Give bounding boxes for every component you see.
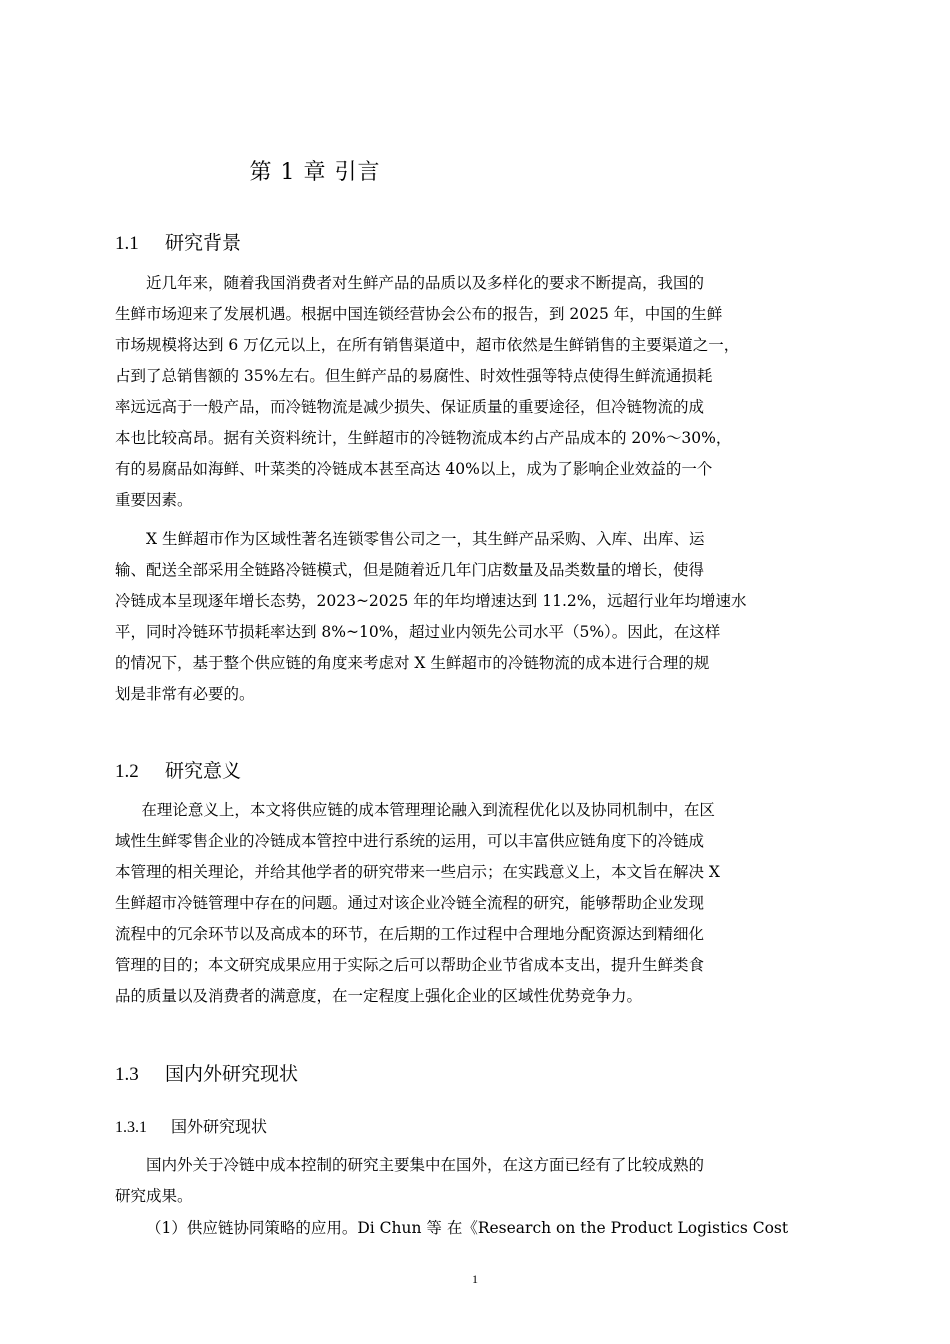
paragraph-background-1 — [115, 268, 860, 516]
text-line: 管理的目的；本文研究成果应用于实际之后可以帮助企业节省成本支出，提升生鲜类食 — [115, 956, 705, 974]
section-heading-1-1 — [115, 228, 241, 255]
paragraph-foreign-research — [115, 1150, 860, 1212]
section-title: 国外研究现状 — [171, 1117, 268, 1136]
text-line: 本管理的相关理论，并给其他学者的研究带来一些启示；在实践意义上，本文旨在解决 X — [115, 863, 720, 881]
text-line: 本也比较高昂。据有关资料统计，生鲜超市的冷链物流成本约占产品成本的 20%～30%， — [115, 429, 732, 447]
section-number: 1.3.1 — [115, 1119, 147, 1136]
section-title: 研究意义 — [165, 760, 242, 782]
text-line: 重要因素。 — [115, 491, 193, 509]
text-line: 市场规模将达到 6 万亿元以上，在所有销售渠道中，超市依然是生鲜销售的主要渠道之一， — [115, 336, 740, 354]
text-line: 国内外关于冷链中成本控制的研究主要集中在国外，在这方面已经有了比较成熟的 — [146, 1156, 705, 1174]
text-line: 生鲜超市冷链管理中存在的问题。通过对该企业冷链全流程的研究，能够帮助企业发现 — [115, 894, 705, 912]
text-line: 划是非常有必要的。 — [115, 685, 255, 703]
text-line: （1）供应链协同策略的应用。Di Chun 等 在《Research on the Product Logistics Cost — [146, 1219, 789, 1237]
section-heading-1-3-1 — [115, 1114, 267, 1137]
text-line: 冷链成本呈现逐年增长态势，2023~2025 年的年均增速达到 11.2%，远超行业年均增速水 — [115, 592, 747, 610]
text-line: 品的质量以及消费者的满意度，在一定程度上强化企业的区域性优势竞争力。 — [115, 987, 643, 1005]
section-heading-1-2 — [115, 756, 241, 783]
text-line: 输、配送全部采用全链路冷链模式，但是随着近几年门店数量及品类数量的增长，使得 — [115, 561, 705, 579]
text-line: 生鲜市场迎来了发展机遇。根据中国连锁经营协会公布的报告，到 2025 年，中国的生鲜 — [115, 305, 723, 323]
text-line: 域性生鲜零售企业的冷链成本管控中进行系统的运用，可以丰富供应链角度下的冷链成 — [115, 832, 705, 850]
paragraph-supply-chain-strategy — [115, 1213, 860, 1244]
paragraph-significance — [115, 795, 860, 1012]
page-number: 1 — [472, 1272, 478, 1286]
section-title: 研究背景 — [165, 232, 242, 254]
text-line: 的情况下，基于整个供应链的角度来考虑对 X 生鲜超市的冷链物流的成本进行合理的规 — [115, 654, 710, 672]
section-number: 1.2 — [115, 761, 139, 782]
text-line: 在理论意义上，本文将供应链的成本管理理论融入到流程优化以及协同机制中，在区 — [141, 801, 715, 819]
chapter-title: 第 1 章 引言 — [249, 160, 381, 185]
text-line: 有的易腐品如海鲜、叶菜类的冷链成本甚至高达 40%以上，成为了影响企业效益的一个 — [115, 460, 713, 478]
text-line: 近几年来，随着我国消费者对生鲜产品的品质以及多样化的要求不断提高，我国的 — [146, 274, 705, 292]
text-line: 平，同时冷链环节损耗率达到 8%~10%，超过业内领先公司水平（5%）。因此，在这样 — [115, 623, 721, 641]
paragraph-background-2 — [115, 524, 860, 710]
text-line: X 生鲜超市作为区域性著名连锁零售公司之一，其生鲜产品采购、入库、出库、运 — [146, 530, 705, 548]
section-heading-1-3 — [115, 1059, 298, 1086]
section-title: 国内外研究现状 — [165, 1063, 299, 1085]
text-line: 研究成果。 — [115, 1187, 193, 1205]
text-line: 占到了总销售额的 35%左右。但生鲜产品的易腐性、时效性强等特点使得生鲜流通损耗 — [115, 367, 713, 385]
section-number: 1.1 — [115, 233, 139, 254]
section-number: 1.3 — [115, 1064, 139, 1085]
text-line: 率远远高于一般产品，而冷链物流是减少损失、保证质量的重要途径，但冷链物流的成 — [115, 398, 705, 416]
text-line: 流程中的冗余环节以及高成本的环节，在后期的工作过程中合理地分配资源达到精细化 — [115, 925, 705, 943]
